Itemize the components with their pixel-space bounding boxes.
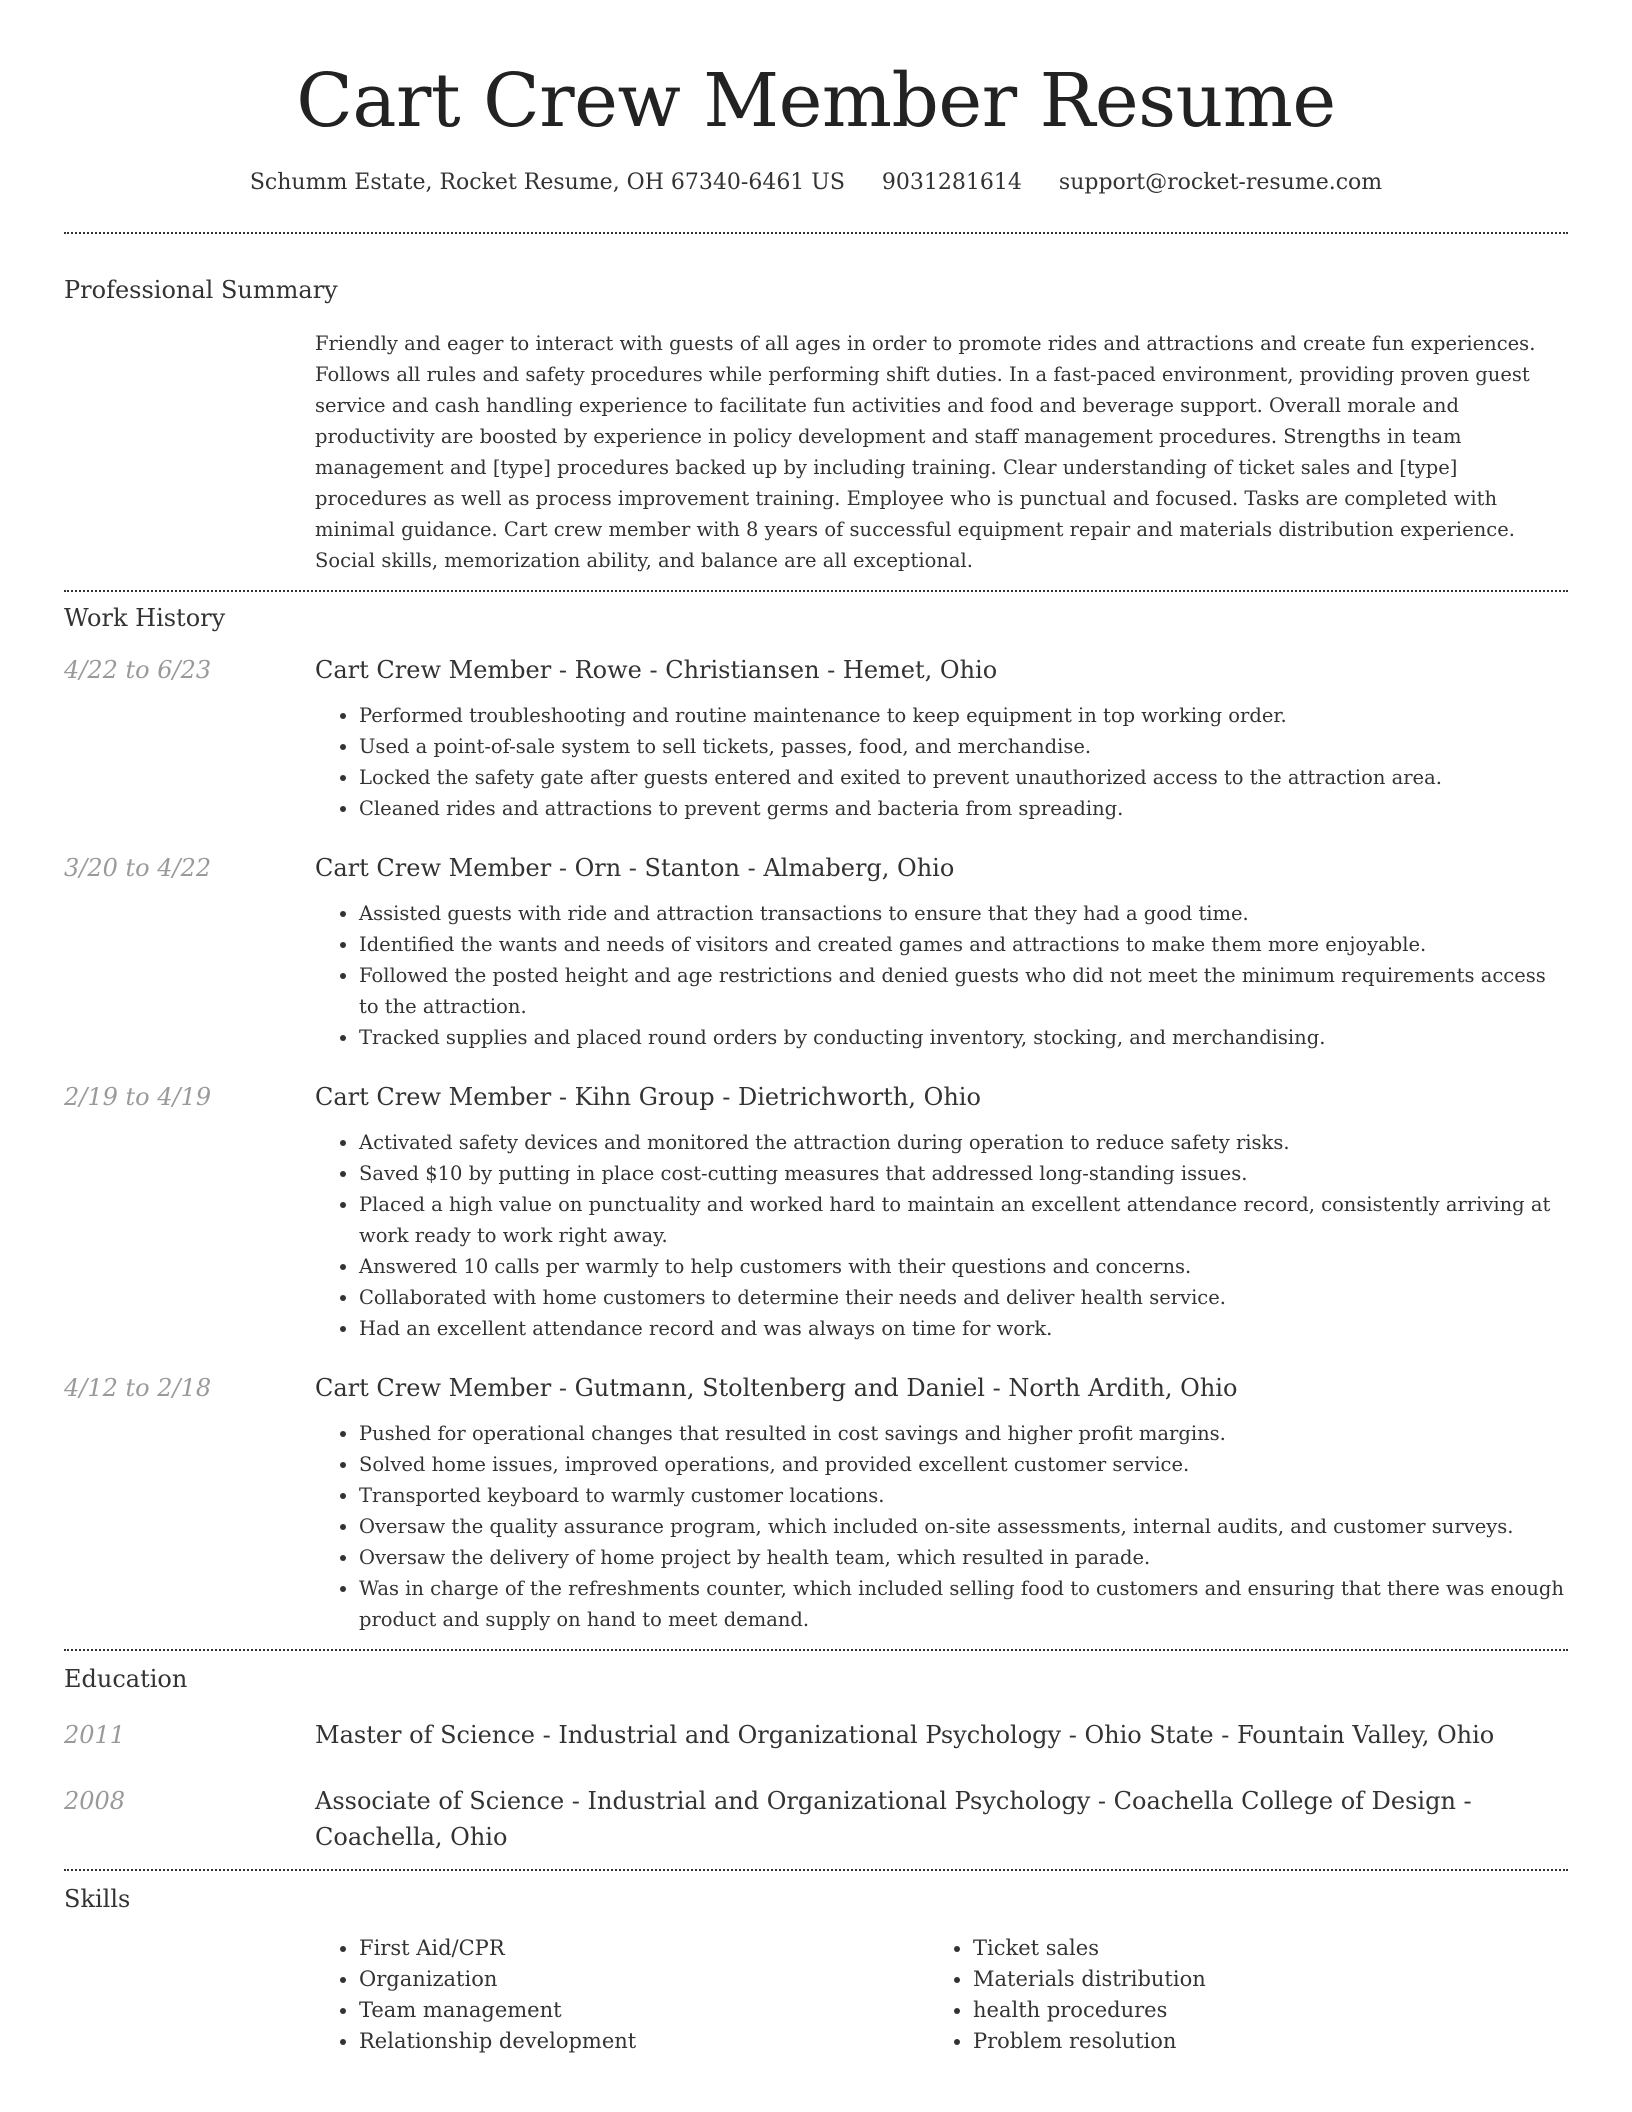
education-detail: Master of Science - Industrial and Organizational Psychology - Ohio State - Fountain Valley, Ohio [315, 1721, 1495, 1749]
skills-column-left [315, 1933, 929, 2057]
skill-item: • Materials distribution [973, 1964, 1543, 1995]
skill-item: • Team management [359, 1995, 929, 2026]
job-bullet: • Solved home issues, improved operations, and provided excellent customer service. [359, 1449, 1568, 1480]
job-bullet: • Oversaw the quality assurance program, which included on-site assessments, internal audits, and customer surveys. [359, 1511, 1568, 1542]
section-title-education: Education [64, 1665, 188, 1693]
job-bullet: • Pushed for operational changes that resulted in cost savings and higher profit margins. [359, 1418, 1568, 1449]
job-title: Cart Crew Member - Orn - Stanton - Almaberg, Ohio [315, 854, 955, 882]
skill-item: • health procedures [973, 1995, 1543, 2026]
section-title-summary: Professional Summary [64, 276, 338, 304]
job-bullet: • Collaborated with home customers to determine their needs and deliver health service. [359, 1282, 1568, 1313]
job-dates: 4/12 to 2/18 [64, 1374, 212, 1402]
divider [64, 590, 1568, 592]
divider [64, 1649, 1568, 1651]
job-dates: 2/19 to 4/19 [64, 1083, 212, 1111]
job-bullet: • Had an excellent attendance record and was always on time for work. [359, 1313, 1568, 1344]
skill-item: • Relationship development [359, 2026, 929, 2057]
job-bullet: • Performed troubleshooting and routine maintenance to keep equipment in top working order. [359, 700, 1568, 731]
contact-email: support@rocket-resume.com [1058, 170, 1383, 195]
contact-line [64, 168, 1568, 198]
skill-item: • Ticket sales [973, 1933, 1543, 1964]
job-entry [64, 1081, 1568, 1344]
education-entry [64, 1717, 1568, 1753]
job-title: Cart Crew Member - Gutmann, Stoltenberg and Daniel - North Ardith, Ohio [315, 1374, 1238, 1402]
job-bullet: • Identified the wants and needs of visitors and created games and attractions to make them more enjoyable. [359, 929, 1568, 960]
education-year: 2011 [64, 1721, 126, 1749]
divider [64, 1869, 1568, 1871]
job-entry [64, 852, 1568, 1053]
skill-item: • Problem resolution [973, 2026, 1543, 2057]
job-bullet: • Used a point-of-sale system to sell tickets, passes, food, and merchandise. [359, 731, 1568, 762]
job-bullet: • Cleaned rides and attractions to prevent germs and bacteria from spreading. [359, 793, 1568, 824]
job-bullet: • Answered 10 calls per warmly to help customers with their questions and concerns. [359, 1251, 1568, 1282]
summary-text: Friendly and eager to interact with guests of all ages in order to promote rides and attractions and create fun experiences. Follows all rules and safety procedures while performing shift duties. In a fast-paced environment, providing proven guest service and cash handling experience to facilitate fun activities and food and beverage support. Overall morale and productivity are boosted by experience in policy development and staff management procedures. Strengths in team management and [type] procedures backed up by including training. Clear understanding of ticket sales and [type] procedures as well as process improvement training. Employee who is punctual and focused. Tasks are completed with minimal guidance. Cart crew member with 8 years of successful equipment repair and materials distribution experience. Social skills, memorization ability, and balance are all exceptional. [315, 332, 1536, 572]
job-bullet: • Locked the safety gate after guests entered and exited to prevent unauthorized access to the attraction area. [359, 762, 1568, 793]
section-title-skills: Skills [64, 1885, 131, 1913]
job-bullet: • Saved $10 by putting in place cost-cutting measures that addressed long-standing issues. [359, 1158, 1568, 1189]
contact-address: Schumm Estate, Rocket Resume, OH 67340-6461 US [249, 170, 845, 195]
job-bullet: • Oversaw the delivery of home project by health team, which resulted in parade. [359, 1542, 1568, 1573]
job-dates: 4/22 to 6/23 [64, 656, 212, 684]
job-bullets [315, 898, 1568, 1053]
skill-item: • Organization [359, 1964, 929, 1995]
job-bullet: • Assisted guests with ride and attraction transactions to ensure that they had a good time. [359, 898, 1568, 929]
job-bullet: • Activated safety devices and monitored the attraction during operation to reduce safety risks. [359, 1127, 1568, 1158]
education-entry [64, 1783, 1568, 1855]
job-entry [64, 1372, 1568, 1635]
divider [64, 232, 1568, 234]
skills-list [315, 1933, 1568, 2057]
job-bullet: • Placed a high value on punctuality and worked hard to maintain an excellent attendance record, consistently arriving at work ready to work right away. [359, 1189, 1568, 1251]
job-entry [64, 654, 1568, 824]
resume-title: Cart Crew Member Resume [296, 58, 1336, 144]
skill-item: • First Aid/CPR [359, 1933, 929, 1964]
skills-column-right [929, 1933, 1543, 2057]
job-title: Cart Crew Member - Kihn Group - Dietrichworth, Ohio [315, 1083, 981, 1111]
job-title: Cart Crew Member - Rowe - Christiansen - Hemet, Ohio [315, 656, 998, 684]
education-year: 2008 [64, 1787, 126, 1815]
job-bullets [315, 700, 1568, 824]
job-bullet: • Followed the posted height and age restrictions and denied guests who did not meet the minimum requirements access to the attraction. [359, 960, 1568, 1022]
job-dates: 3/20 to 4/22 [64, 854, 212, 882]
education-detail: Associate of Science - Industrial and Organizational Psychology - Coachella College of Design - Coachella, Ohio [315, 1787, 1472, 1851]
contact-phone: 9031281614 [881, 170, 1022, 195]
job-bullet: • Was in charge of the refreshments counter, which included selling food to customers and ensuring that there was enough product and supply on hand to meet demand. [359, 1573, 1568, 1635]
job-bullets [315, 1418, 1568, 1635]
job-bullet: • Tracked supplies and placed round orders by conducting inventory, stocking, and merchandising. [359, 1022, 1568, 1053]
section-title-work-history: Work History [64, 604, 226, 632]
job-bullets [315, 1127, 1568, 1344]
job-bullet: • Transported keyboard to warmly customer locations. [359, 1480, 1568, 1511]
